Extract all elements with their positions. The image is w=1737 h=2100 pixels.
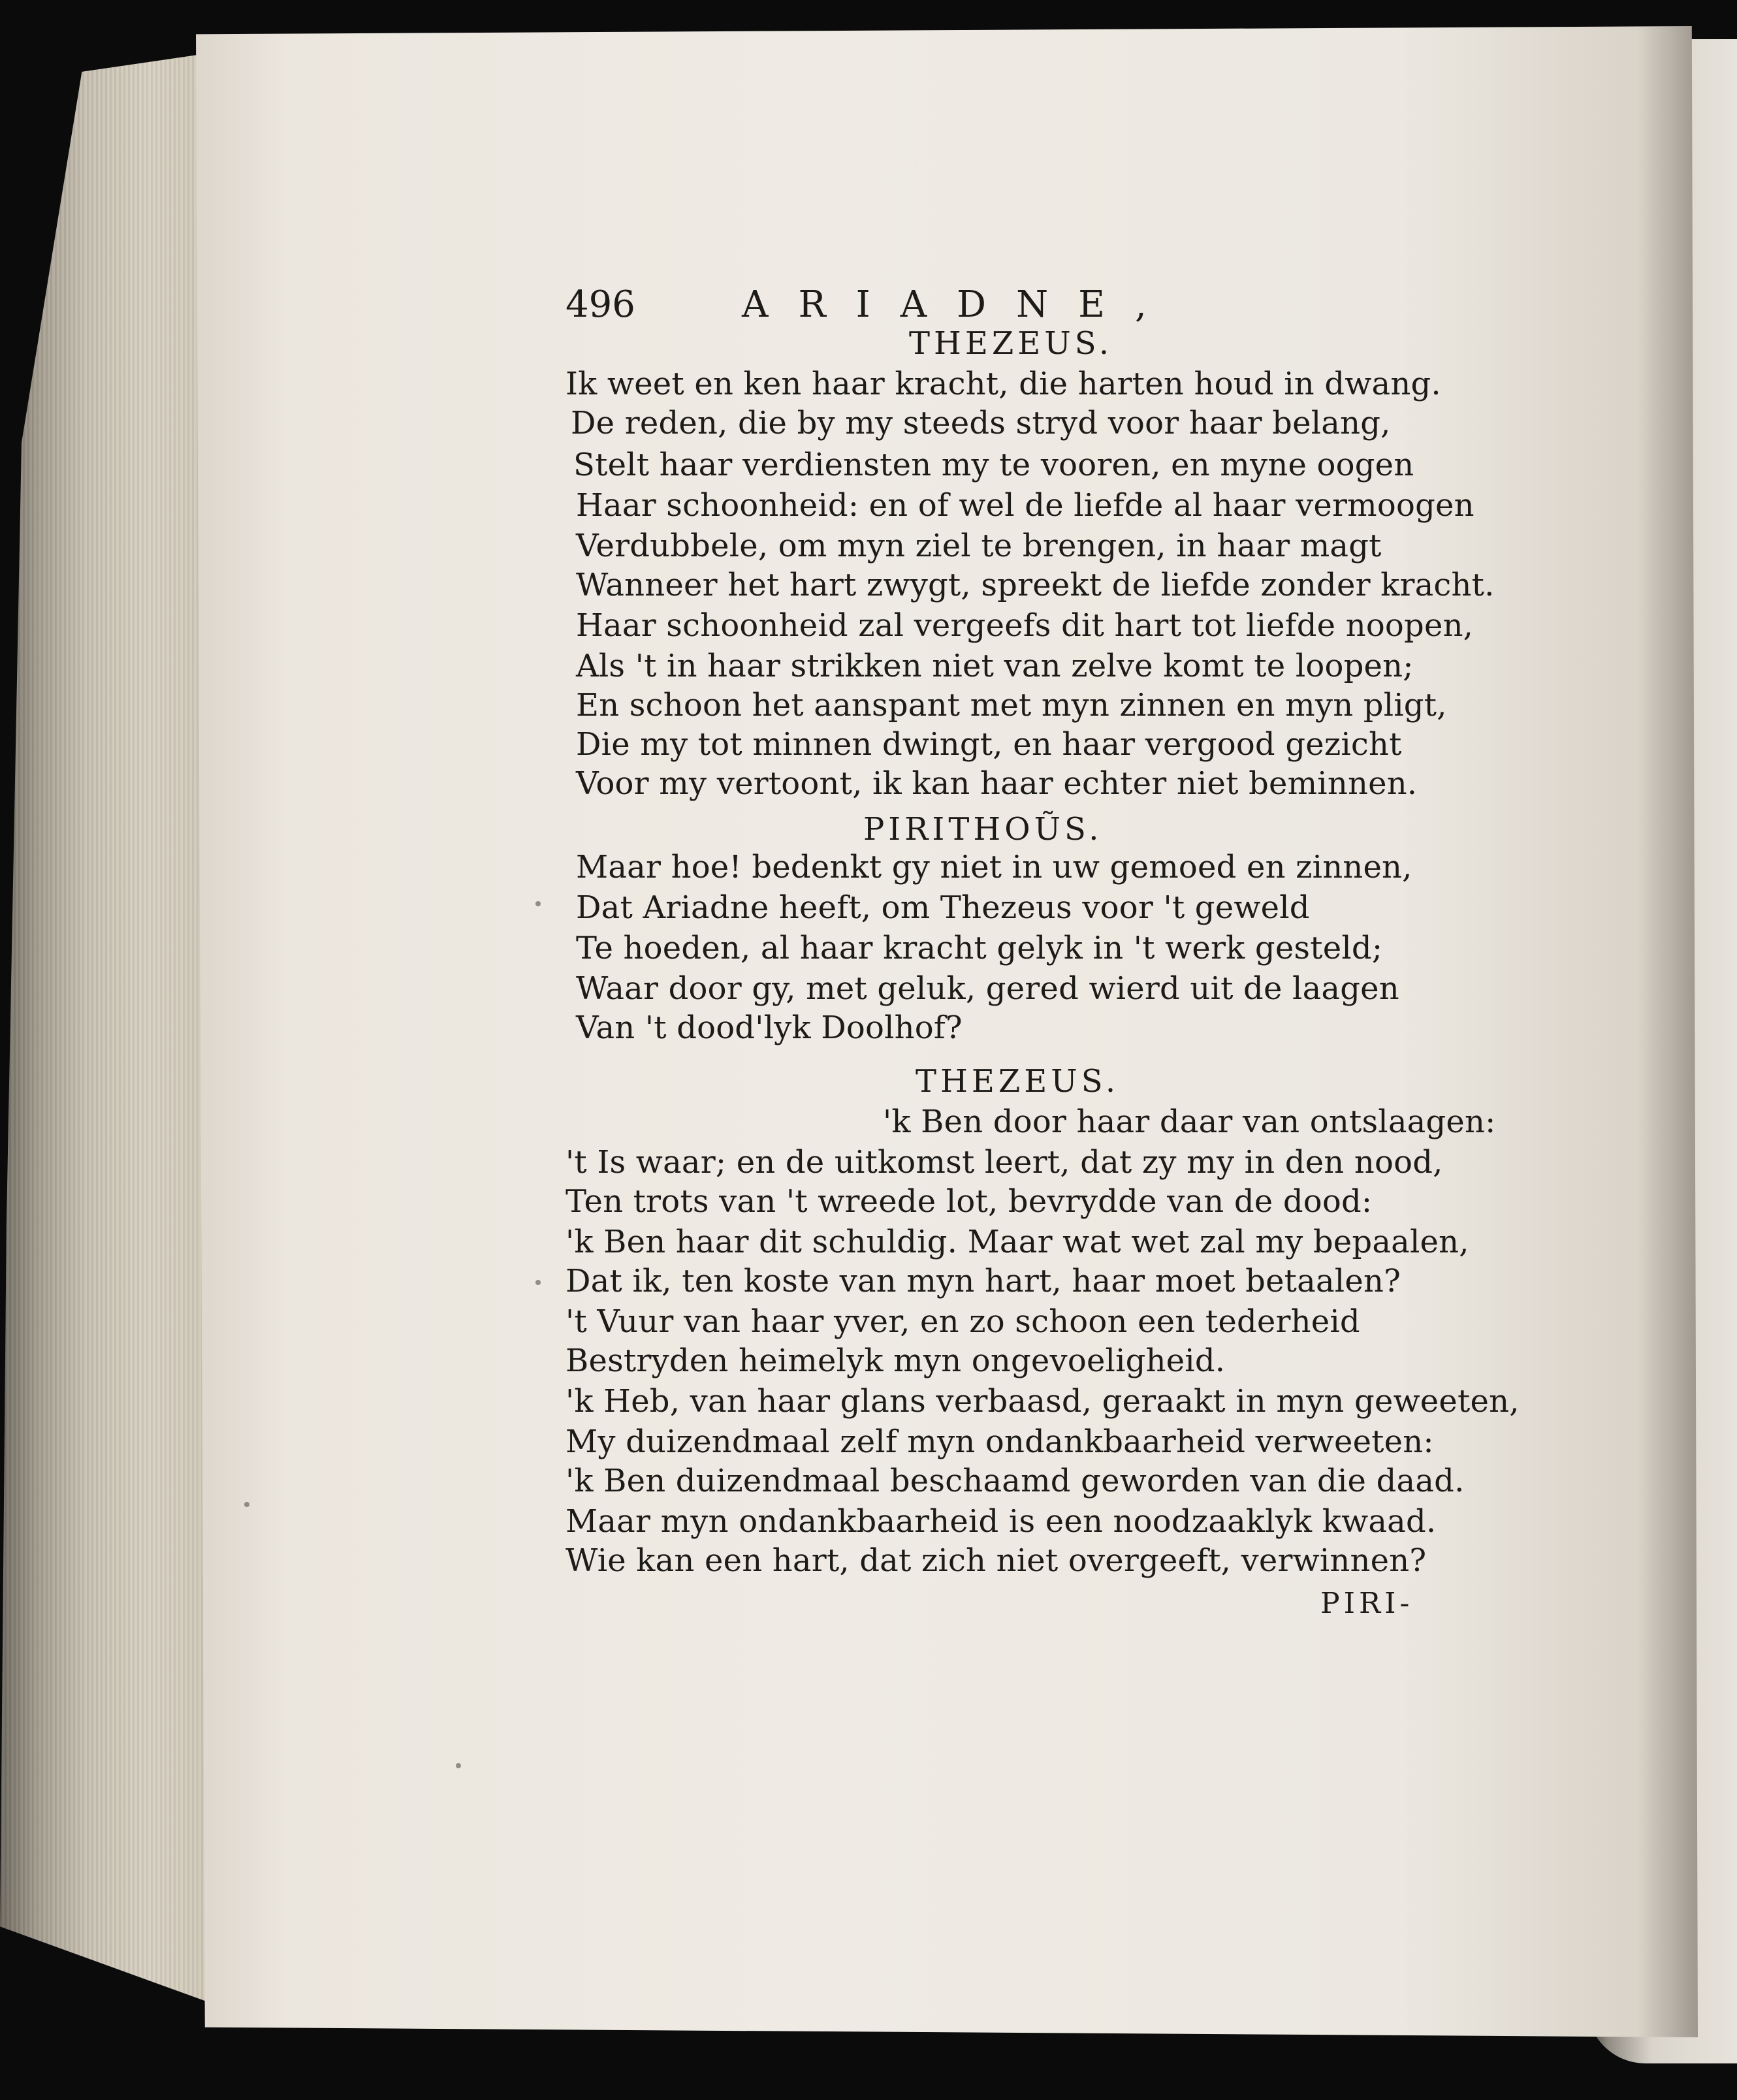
page-edges xyxy=(0,52,215,2005)
verse-line: Wie kan een hart, dat zich niet overgeeft, verwinnen? xyxy=(566,1542,1427,1579)
verse-line: De reden, die by my steeds stryd voor haar belang, xyxy=(571,405,1391,441)
verse-line: Dat Ariadne heeft, om Thezeus voor 't geweld xyxy=(576,889,1310,926)
verse-line: 'k Ben duizendmaal beschaamd geworden van die daad. xyxy=(566,1463,1465,1499)
verse-line: 'k Heb, van haar glans verbaasd, geraakt in myn geweeten, xyxy=(566,1383,1520,1420)
verse-line: Bestryden heimelyk myn ongevoeligheid. xyxy=(566,1343,1226,1379)
paper-speck xyxy=(456,1763,461,1768)
verse-line: Stelt haar verdiensten my te vooren, en myne oogen xyxy=(573,447,1414,483)
speaker-heading: PIRITHOŨS. xyxy=(863,811,1103,848)
verse-line: Ik weet en ken haar kracht, die harten houd in dwang. xyxy=(566,366,1441,402)
verse-line: 't Is waar; en de uitkomst leert, dat zy my in den nood, xyxy=(566,1144,1443,1181)
verse-line: Te hoeden, al haar kracht gelyk in 't werk gesteld; xyxy=(576,930,1383,966)
verse-line: Die my tot minnen dwingt, en haar vergood gezicht xyxy=(576,726,1402,763)
verse-line: 'k Ben door haar daar van ontslaagen: xyxy=(883,1104,1496,1140)
verse-line: Als 't in haar strikken niet van zelve komt te loopen; xyxy=(576,648,1414,684)
verse-line: Dat ik, ten koste van myn hart, haar moet betaalen? xyxy=(566,1263,1401,1299)
verse-line: Verdubbele, om myn ziel te brengen, in haar magt xyxy=(576,528,1382,564)
running-title: ARIADNE, xyxy=(742,283,1177,326)
catchword: PIRI- xyxy=(1320,1587,1414,1620)
paper-speck xyxy=(535,901,541,906)
verse-line: Maar myn ondankbaarheid is een noodzaaklyk kwaad. xyxy=(566,1503,1437,1540)
paper-speck xyxy=(535,1280,541,1285)
verse-line: 't Vuur van haar yver, en zo schoon een tederheid xyxy=(566,1303,1360,1340)
verse-line: Ten trots van 't wreede lot, bevrydde van de dood: xyxy=(566,1183,1373,1220)
verse-line: Voor my vertoont, ik kan haar echter niet beminnen. xyxy=(576,765,1418,802)
verse-line: Maar hoe! bedenkt gy niet in uw gemoed en zinnen, xyxy=(576,849,1412,885)
speaker-heading: THEZEUS. xyxy=(916,1063,1120,1100)
verse-line: Wanneer het hart zwygt, spreekt de liefde zonder kracht. xyxy=(576,567,1495,603)
verse-line: En schoon het aanspant met myn zinnen en myn pligt, xyxy=(576,687,1447,724)
page-number: 496 xyxy=(566,283,635,326)
paper-speck xyxy=(244,1502,249,1507)
verse-line: My duizendmaal zelf myn ondankbaarheid verweeten: xyxy=(566,1424,1434,1460)
verse-line: Waar door gy, met geluk, gered wierd uit de laagen xyxy=(576,970,1399,1007)
verse-line: Haar schoonheid zal vergeefs dit hart tot liefde noopen, xyxy=(576,607,1474,644)
verse-line: 'k Ben haar dit schuldig. Maar wat wet zal my bepaalen, xyxy=(566,1224,1469,1260)
verse-line: Van 't dood'lyk Doolhof? xyxy=(576,1010,963,1046)
verse-line: Haar schoonheid: en of wel de liefde al haar vermoogen xyxy=(576,487,1474,524)
speaker-heading: THEZEUS. xyxy=(909,325,1113,362)
